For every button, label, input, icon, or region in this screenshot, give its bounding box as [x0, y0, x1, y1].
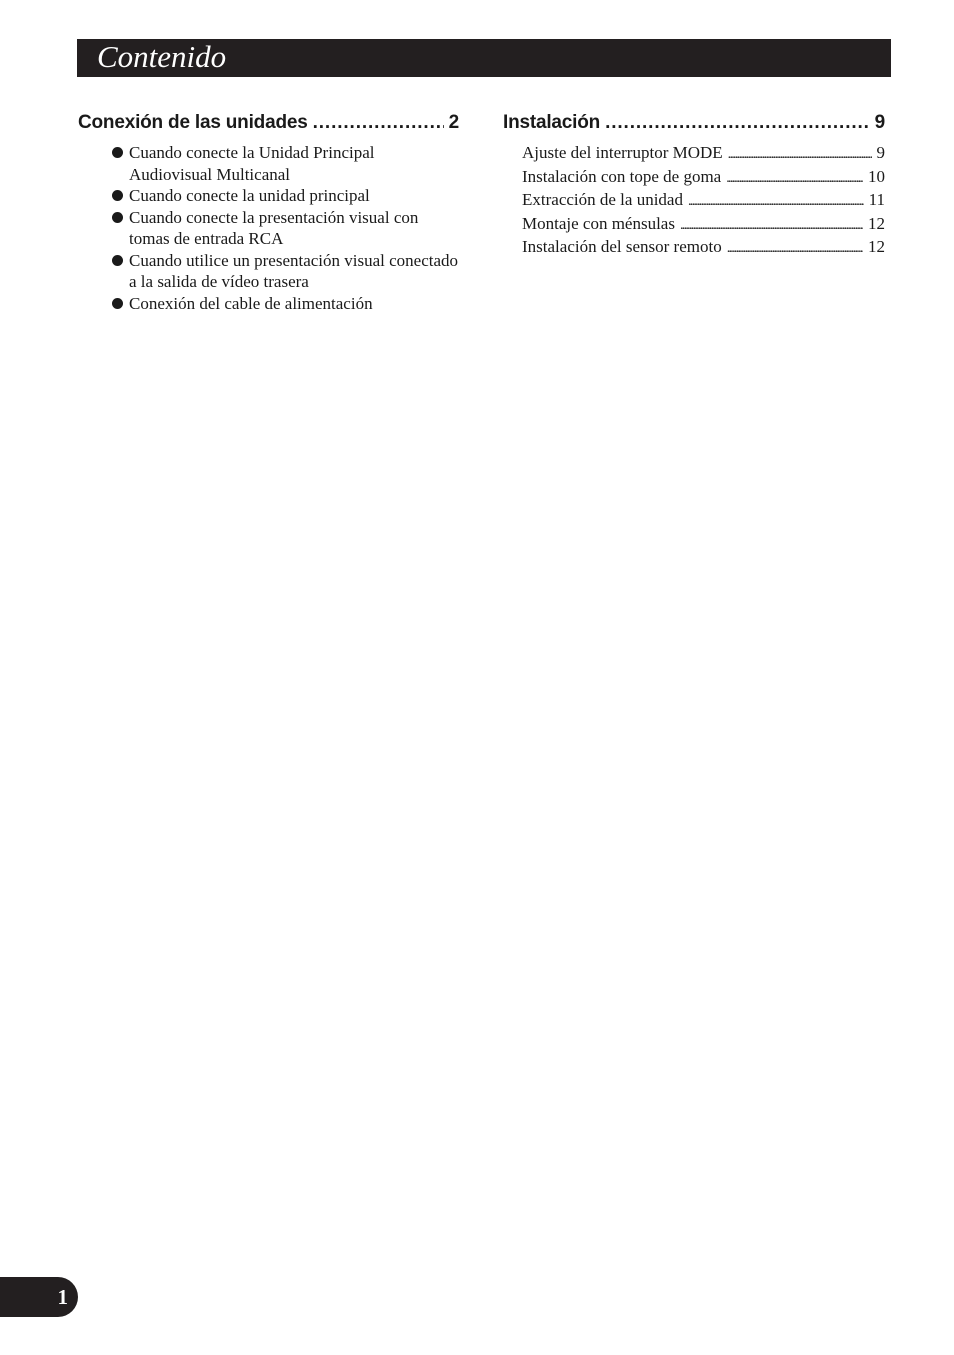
toc-entry-label: Montaje con ménsulas — [522, 213, 675, 233]
bullet-icon — [112, 298, 123, 309]
toc-entry-label: Instalación con tope de goma — [522, 166, 722, 186]
toc-entry-label: Ajuste del interruptor MODE — [522, 143, 723, 162]
toc-section-conexion — [78, 112, 459, 314]
dot-leader — [688, 189, 864, 213]
toc-entry[interactable] — [522, 142, 885, 166]
page-number: 1 — [57, 1285, 68, 1309]
list-item[interactable] — [112, 185, 459, 207]
toc-entry[interactable] — [522, 189, 885, 213]
list-item-label: Cuando conecte la unidad principal — [129, 186, 370, 205]
list-item[interactable] — [112, 142, 459, 185]
bullet-icon — [112, 147, 123, 158]
toc-heading-label: Conexión de las unidades — [78, 112, 308, 133]
dot-leader — [313, 112, 444, 134]
toc-entry-page: 11 — [868, 190, 885, 209]
toc-entry-page: 9 — [876, 143, 885, 162]
toc-entry-page: 12 — [868, 213, 885, 233]
bullet-icon — [112, 255, 123, 266]
toc-heading-instalacion[interactable] — [503, 112, 885, 138]
dot-leader — [680, 213, 863, 237]
toc-entry-page: 10 — [868, 166, 885, 186]
toc-entry[interactable] — [522, 166, 885, 190]
title-bar — [77, 39, 891, 77]
bullet-icon — [112, 190, 123, 201]
toc-entry[interactable] — [522, 213, 885, 237]
list-item[interactable] — [112, 250, 459, 293]
toc-entry[interactable] — [522, 236, 885, 260]
toc-section-instalacion — [503, 112, 885, 260]
dot-leader — [605, 112, 870, 134]
page-number-tab — [0, 1277, 78, 1317]
list-item-label: Cuando conecte la presentación visual con tomas de entrada RCA — [129, 207, 419, 248]
toc-heading-conexion[interactable] — [78, 112, 459, 138]
list-item[interactable] — [112, 293, 459, 315]
dot-leader — [726, 166, 863, 190]
bullet-icon — [112, 212, 123, 223]
dot-leader — [727, 236, 863, 260]
toc-entry-list — [522, 142, 885, 260]
page-title: Contenido — [97, 39, 227, 74]
toc-entry-label: Extracción de la unidad — [522, 190, 683, 209]
list-item-label: Cuando conecte la Unidad Principal Audiovisual Multicanal — [129, 143, 375, 184]
list-item-label: Cuando utilice un presentación visual conectado a la salida de vídeo trasera — [129, 250, 459, 291]
toc-heading-page: 9 — [874, 112, 885, 133]
toc-entry-page: 12 — [868, 237, 885, 256]
toc-heading-page: 2 — [448, 112, 459, 133]
toc-bullet-list — [78, 142, 459, 314]
dot-leader — [728, 142, 872, 166]
toc-heading-label: Instalación — [503, 112, 601, 133]
toc-entry-label: Instalación del sensor remoto — [522, 237, 722, 256]
list-item[interactable] — [112, 207, 459, 250]
list-item-label: Conexión del cable de alimentación — [129, 293, 373, 313]
